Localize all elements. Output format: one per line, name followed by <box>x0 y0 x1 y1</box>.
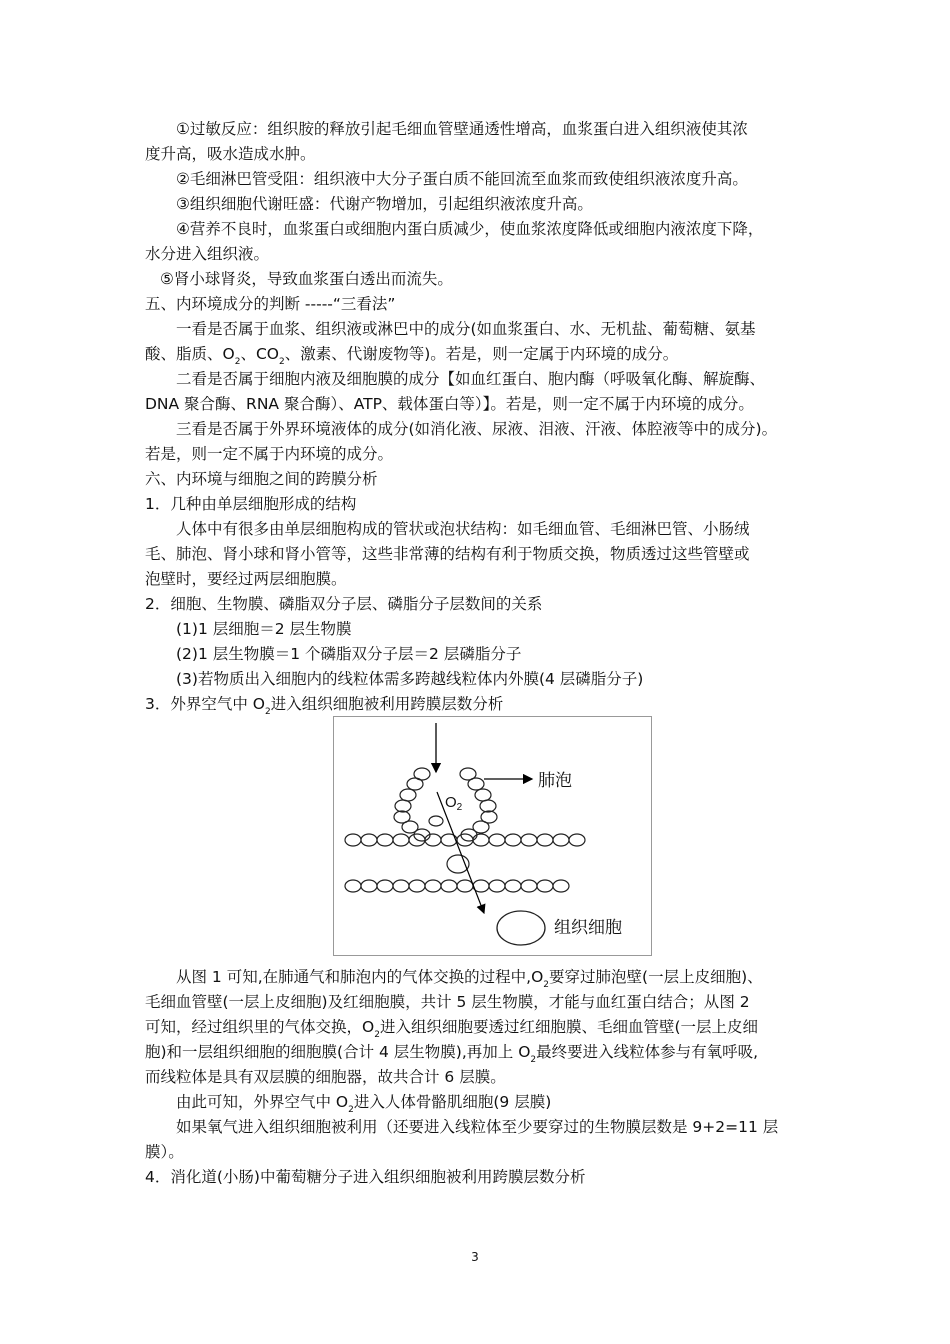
tissue-cell <box>497 911 545 945</box>
text-line: 泡壁时，要经过两层细胞膜。 <box>145 570 347 588</box>
capillary-wall-bottom <box>345 880 569 892</box>
text-line: (1)1 层细胞＝2 层生物膜 <box>176 620 352 638</box>
text-line: (2)1 层生物膜＝1 个磷脂双分子层＝2 层磷脂分子 <box>176 645 522 663</box>
subsection-heading: 3．外界空气中 $O_2$进入组织细胞被利用跨膜层数分析 <box>145 695 504 717</box>
red-blood-cell <box>447 855 469 873</box>
text-line: 毛、肺泡、肾小球和肾小管等，这些非常薄的结构有利于物质交换，物质透过这些管壁或 <box>145 545 750 563</box>
text-line: 膜）。 <box>145 1143 184 1161</box>
text-line: 水分进入组织液。 <box>145 245 270 263</box>
subsection-heading: 4．消化道(小肠)中葡萄糖分子进入组织细胞被利用跨膜层数分析 <box>145 1168 586 1186</box>
text-line: 一看是否属于血浆、组织液或淋巴中的成分(如血浆蛋白、水、无机盐、葡萄糖、氨基 <box>176 320 756 338</box>
text-line: 而线粒体是具有双层膜的细胞器，故共合计 6 层膜。 <box>145 1068 506 1086</box>
text-line: ②毛细淋巴管受阻：组织液中大分子蛋白质不能回流至血浆而致使组织液浓度升高。 <box>176 170 748 188</box>
text-line: (3)若物质出入细胞内的线粒体需多跨越线粒体内外膜(4 层磷脂分子) <box>176 670 644 688</box>
subsection-heading: 1．几种由单层细胞形成的结构 <box>145 495 357 513</box>
diagram-svg <box>334 717 651 955</box>
text-line: 毛细血管壁(一层上皮细胞)及红细胞膜，共计 5 层生物膜，才能与血红蛋白结合；从图 2 <box>145 993 750 1011</box>
subsection-heading: 2．细胞、生物膜、磷脂双分子层、磷脂分子层数间的关系 <box>145 595 543 613</box>
section-heading: 五、内环境成分的判断 -----“三看法” <box>145 295 396 313</box>
text-line: 从图 1 可知,在肺通气和肺泡内的气体交换的过程中$,O_2$要穿过肺泡壁(一层上皮细胞)、 <box>176 968 763 990</box>
text-line: 可知，经过组织里的气体交换，$O_2$进入组织细胞要透过红细胞膜、毛细血管壁(一层上皮细 <box>145 1018 758 1040</box>
alveolus-label: 肺泡 <box>538 771 572 790</box>
text-line: 二看是否属于细胞内液及细胞膜的成分【如血红蛋白、胞内酶（呼吸氧化酶、解旋酶、 <box>176 370 766 388</box>
text-line: 如果氧气进入组织细胞被利用（还要进入线粒体至少要穿过的生物膜层数是 9+2=11 层 <box>176 1118 779 1136</box>
section-heading: 六、内环境与细胞之间的跨膜分析 <box>145 470 378 488</box>
tissue-cell-label: 组织细胞 <box>554 918 622 937</box>
text-line: 胞)和一层组织细胞的细胞膜(合计 4 层生物膜),再加上 $O_2$最终要进入线粒体参与有氧呼吸, <box>145 1043 759 1065</box>
text-line: 度升高，吸水造成水肿。 <box>145 145 316 163</box>
text-line: 三看是否属于外界环境液体的成分(如消化液、尿液、泪液、汗液、体腔液等中的成分)。 <box>176 420 778 438</box>
text-line: ③组织细胞代谢旺盛：代谢产物增加，引起组织液浓度升高。 <box>176 195 593 213</box>
text-line: 酸、脂质、$O_2$、$CO_2$、激素、代谢废物等)。若是，则一定属于内环境的成分。 <box>145 345 679 367</box>
text-line: 人体中有很多由单层细胞构成的管状或泡状结构：如毛细血管、毛细淋巴管、小肠绒 <box>176 520 750 538</box>
o2-label: $O_2$ <box>445 794 463 813</box>
text-line: DNA 聚合酶、RNA 聚合酶）、ATP、载体蛋白等）】。若是，则一定不属于内环境的成分。 <box>145 395 754 413</box>
alveolus-gas-exchange-figure <box>333 716 652 956</box>
text-line: 若是，则一定不属于内环境的成分。 <box>145 445 394 463</box>
text-line: 由此可知，外界空气中 $O_2$进入人体骨骼肌细胞(9 层膜) <box>176 1093 552 1115</box>
page-number: 3 <box>471 1250 479 1264</box>
text-line: ④营养不良时，血浆蛋白或细胞内蛋白质减少，使血浆浓度降低或细胞内液浓度下降， <box>176 220 764 238</box>
text-line: ⑤肾小球肾炎，导致血浆蛋白透出而流失。 <box>160 270 453 288</box>
text-line: ①过敏反应：组织胺的释放引起毛细血管壁通透性增高，血浆蛋白进入组织液使其浓 <box>176 120 748 138</box>
